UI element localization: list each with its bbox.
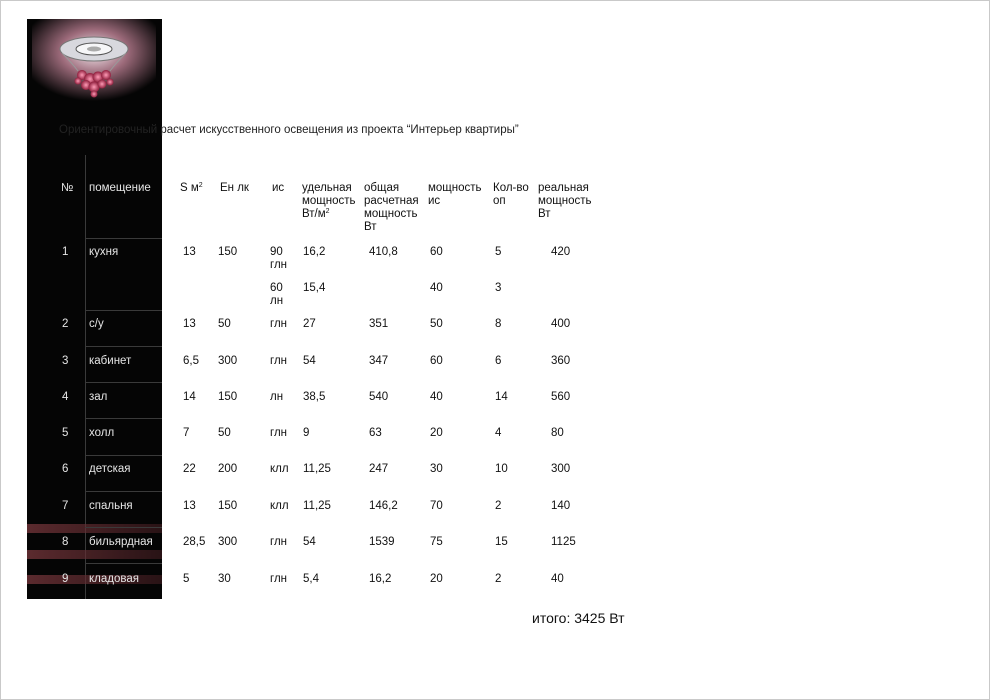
cell-source (270, 463, 289, 476)
cell-area: 7 (183, 427, 190, 439)
header-total-line2: расчетная (364, 195, 419, 207)
row-separator (85, 418, 162, 419)
row-separator (85, 346, 162, 347)
cell-count: 4 (495, 427, 502, 439)
cell-source (270, 536, 287, 549)
cell-real-power: 1125 (551, 536, 576, 548)
cell-power: 60 (430, 246, 443, 258)
header-real-line2: мощность (538, 195, 592, 207)
cell-source (270, 246, 287, 272)
header-specific-line3 (302, 208, 356, 221)
cell-lux: 300 (218, 355, 238, 367)
ceiling-lamp-image (32, 19, 156, 101)
cell-source-line2: глн (270, 259, 288, 271)
cell-lux: 50 (218, 427, 231, 439)
header-lux: Ен лк (220, 182, 249, 194)
cell-room: спальня (89, 500, 133, 512)
row-separator (85, 455, 162, 456)
cell-source-line1: глн (270, 355, 288, 367)
header-power-line1: мощность (428, 182, 482, 194)
cell-source-line1: клл (270, 500, 289, 512)
cell-total-calc: 351 (369, 318, 389, 330)
cell-source-line1: лн (270, 391, 284, 403)
cell-real-power: 420 (551, 246, 571, 258)
cell-count: 10 (495, 463, 508, 475)
cell-lux: 150 (218, 246, 238, 258)
cell-real-power: 400 (551, 318, 571, 330)
cell-power: 70 (430, 500, 443, 512)
row-separator (85, 382, 162, 383)
cell-power: 40 (430, 391, 443, 403)
cell-power: 20 (430, 427, 443, 439)
header-power-line2: ис (428, 195, 441, 207)
cell-count: 2 (495, 500, 502, 512)
header-source: ис (272, 182, 285, 194)
cell-area: 13 (183, 318, 196, 330)
cell-total-calc: 146,2 (369, 500, 398, 512)
cell-power: 20 (430, 573, 443, 585)
cell-real-power: 80 (551, 427, 564, 439)
cell-specific-power: 54 (303, 536, 316, 548)
document-title: Ориентировочный расчет искусственного освещения из проекта “Интерьер квартиры” (59, 124, 519, 136)
header-area (180, 182, 203, 195)
header-total-line4: Вт (364, 221, 377, 233)
cell-total-calc: 347 (369, 355, 389, 367)
cell-specific-power: 5,4 (303, 573, 319, 585)
cell-source-line1: клл (270, 463, 289, 475)
cell-power: 60 (430, 355, 443, 367)
cell-power: 75 (430, 536, 443, 548)
cell-specific-power: 9 (303, 427, 310, 439)
cell-real-power: 300 (551, 463, 571, 475)
header-real-line3: Вт (538, 208, 551, 220)
header-count (493, 182, 529, 208)
cell-specific-power: 38,5 (303, 391, 326, 403)
cell-source-line2: лн (270, 295, 284, 307)
header-room: помещение (89, 182, 151, 194)
cell-num: 9 (62, 573, 69, 585)
cell-source (270, 282, 283, 308)
header-real-line1: реальная (538, 182, 589, 194)
cell-num: 2 (62, 318, 69, 330)
cell-source-line1: 90 (270, 246, 283, 258)
cell-lux: 150 (218, 500, 238, 512)
cell-source (270, 318, 287, 331)
cell-area: 5 (183, 573, 190, 585)
cell-total-calc: 247 (369, 463, 389, 475)
cell-total-calc: 410,8 (369, 246, 398, 258)
cell-source-line1: глн (270, 573, 288, 585)
cell-area: 13 (183, 500, 196, 512)
cell-num: 3 (62, 355, 69, 367)
cell-room: кухня (89, 246, 119, 258)
cell-total-calc: 16,2 (369, 573, 392, 585)
cell-area: 6,5 (183, 355, 199, 367)
cell-num: 7 (62, 500, 69, 512)
header-total-calc (364, 182, 419, 234)
cell-count: 3 (495, 282, 502, 294)
cell-power: 40 (430, 282, 443, 294)
header-power (428, 182, 482, 208)
cell-room: холл (89, 427, 115, 439)
cell-count: 8 (495, 318, 502, 330)
cell-total-calc: 63 (369, 427, 382, 439)
cell-specific-power: 27 (303, 318, 316, 330)
cell-room: бильярдная (89, 536, 153, 548)
header-area-sup: 2 (198, 182, 203, 189)
cell-num: 5 (62, 427, 69, 439)
cell-count: 2 (495, 573, 502, 585)
cell-source (270, 500, 289, 513)
cell-specific-power: 54 (303, 355, 316, 367)
cell-room: с/у (89, 318, 104, 330)
cell-lux: 200 (218, 463, 238, 475)
cell-specific-power: 15,4 (303, 282, 326, 294)
cell-specific-power: 16,2 (303, 246, 326, 258)
row-separator (85, 491, 162, 492)
cell-source-line1: глн (270, 536, 288, 548)
cell-power: 30 (430, 463, 443, 475)
cell-room: детская (89, 463, 131, 475)
cell-real-power: 140 (551, 500, 571, 512)
cell-num: 1 (62, 246, 69, 258)
cell-source-line1: глн (270, 318, 288, 330)
cell-lux: 50 (218, 318, 231, 330)
cell-area: 22 (183, 463, 196, 475)
cell-source (270, 573, 287, 586)
cell-num: 4 (62, 391, 69, 403)
header-specific-unit: Вт/м (302, 208, 326, 220)
cell-source-line1: глн (270, 427, 288, 439)
header-specific-line1: удельная (302, 182, 352, 194)
cell-lux: 150 (218, 391, 238, 403)
header-specific-power (302, 182, 356, 221)
cell-lux: 300 (218, 536, 238, 548)
cell-area: 28,5 (183, 536, 206, 548)
cell-real-power: 40 (551, 573, 564, 585)
cell-room: зал (89, 391, 108, 403)
cell-count: 15 (495, 536, 508, 548)
cell-real-power: 560 (551, 391, 571, 403)
header-specific-sup: 2 (325, 208, 330, 215)
header-specific-line2: мощность (302, 195, 356, 207)
strip-glow (27, 524, 162, 533)
cell-lux: 30 (218, 573, 231, 585)
total-power: итого: 3425 Вт (532, 610, 625, 626)
header-total-line1: общая (364, 182, 400, 194)
cell-area: 13 (183, 246, 196, 258)
cell-source (270, 391, 283, 404)
cell-specific-power: 11,25 (303, 463, 331, 475)
cell-source (270, 427, 287, 440)
cell-specific-power: 11,25 (303, 500, 331, 512)
cell-count: 5 (495, 246, 502, 258)
header-count-line2: оп (493, 195, 506, 207)
cell-num: 6 (62, 463, 69, 475)
strip-glow (27, 550, 162, 559)
cell-num: 8 (62, 536, 69, 548)
header-count-line1: Кол-во (493, 182, 529, 194)
cell-power: 50 (430, 318, 443, 330)
row-separator (85, 563, 162, 564)
cell-count: 6 (495, 355, 502, 367)
header-real-power (538, 182, 592, 221)
cell-count: 14 (495, 391, 508, 403)
cell-room: кабинет (89, 355, 132, 367)
cell-real-power: 360 (551, 355, 571, 367)
header-area-text: S м (180, 182, 199, 194)
cell-total-calc: 1539 (369, 536, 395, 548)
row-separator (85, 527, 162, 528)
row-separator (85, 238, 162, 239)
cell-source-line1: 60 (270, 282, 283, 294)
header-total-line3: мощность (364, 208, 418, 220)
cell-room: кладовая (89, 573, 139, 585)
row-separator (85, 310, 162, 311)
cell-total-calc: 540 (369, 391, 389, 403)
cell-area: 14 (183, 391, 196, 403)
cell-source (270, 355, 287, 368)
header-num: № (61, 182, 74, 194)
